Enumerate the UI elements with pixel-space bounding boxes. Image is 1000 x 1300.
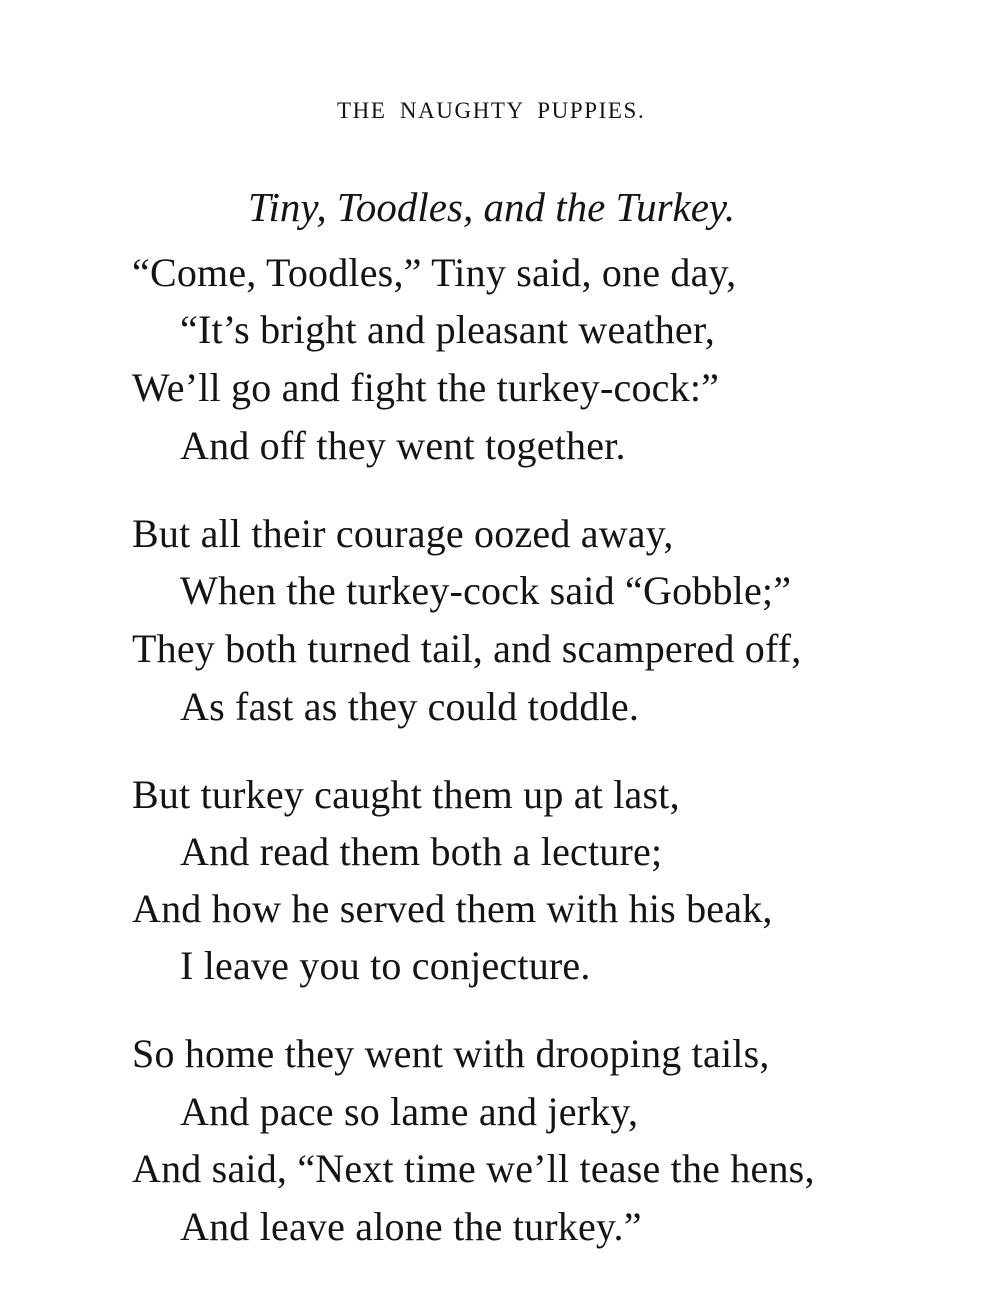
poem-line: And leave alone the turkey.” [180, 1204, 642, 1249]
poem-title: Tiny, Toodles, and the Turkey. [248, 184, 736, 230]
poem-line: And pace so lame and jerky, [180, 1089, 639, 1134]
poem-line: And said, “Next time we’ll tease the hens, [132, 1146, 815, 1191]
poem-line: And read them both a lecture; [180, 829, 663, 874]
poem-line: But turkey caught them up at last, [132, 772, 680, 817]
running-head: THE NAUGHTY PUPPIES. [337, 98, 646, 123]
poem-line: And how he served them with his beak, [132, 886, 773, 931]
poem-line: I leave you to conjecture. [180, 943, 591, 988]
poem-line: So home they went with drooping tails, [132, 1031, 770, 1076]
poem-line: They both turned tail, and scampered off, [132, 626, 802, 671]
poem-line: We’ll go and fight the turkey-cock:” [132, 365, 720, 410]
poem-line: “Come, Toodles,” Tiny said, one day, [132, 250, 737, 295]
poem-line: And off they went together. [180, 423, 626, 468]
poem-line: But all their courage oozed away, [132, 511, 674, 556]
poem-line: “It’s bright and pleasant weather, [180, 307, 716, 352]
poem-line: As fast as they could toddle. [180, 684, 640, 729]
poem-line: When the turkey-cock said “Gobble;” [180, 568, 792, 613]
